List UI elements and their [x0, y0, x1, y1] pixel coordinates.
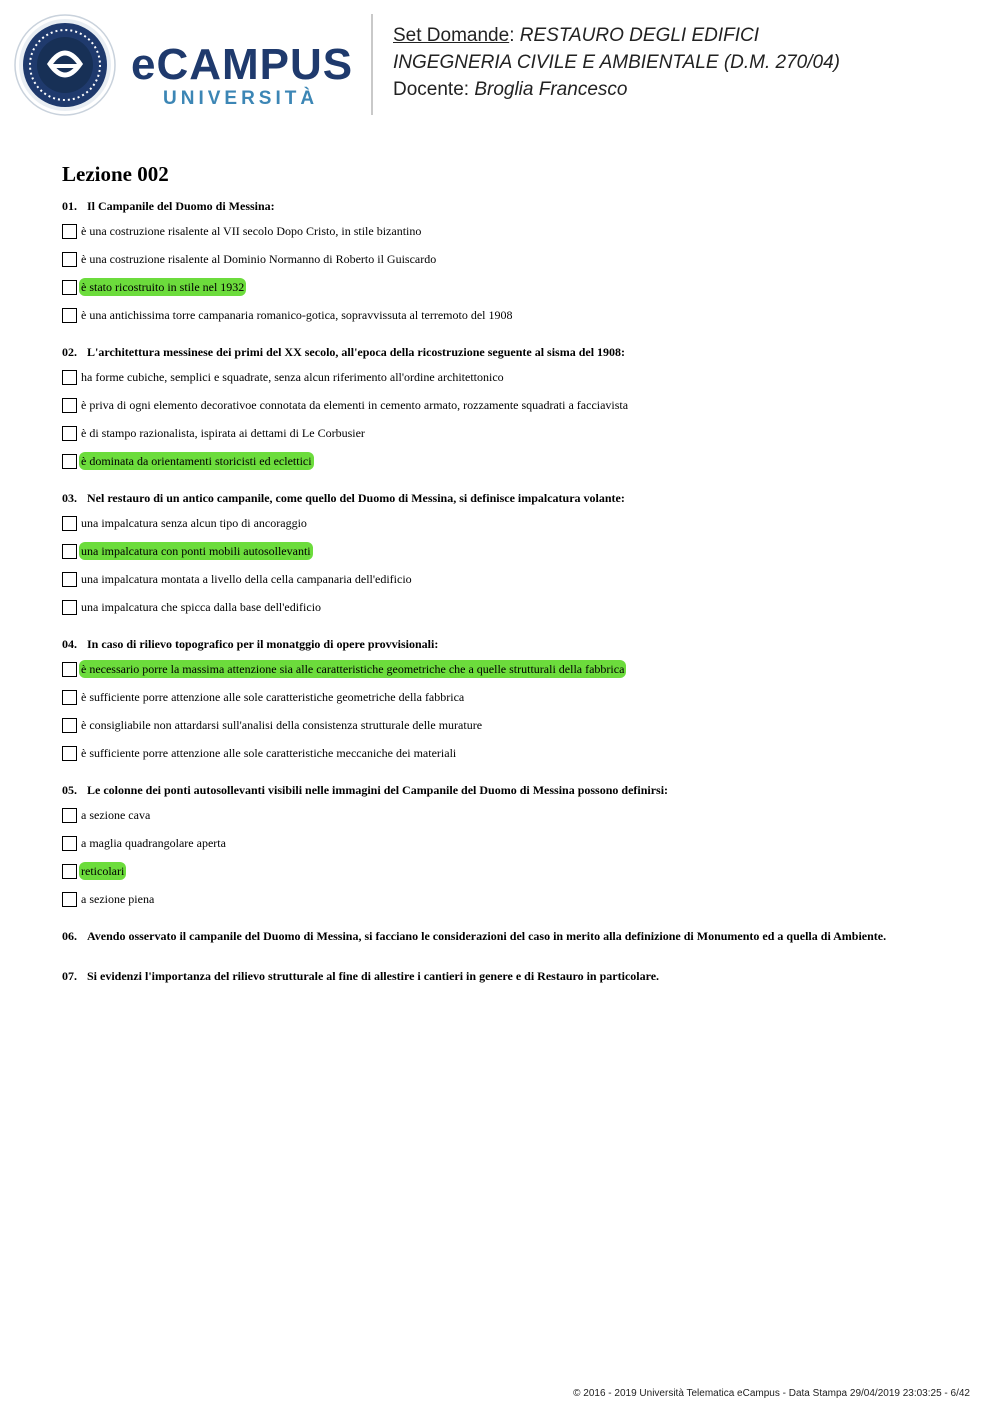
answer-checkbox[interactable] — [62, 308, 77, 323]
question-01 — [62, 196, 962, 216]
answer-checkbox[interactable] — [62, 808, 77, 823]
answer-text: è sufficiente porre attenzione alle sole caratteristiche meccaniche dei materiali — [81, 746, 457, 760]
answer-checkbox[interactable] — [62, 864, 77, 879]
answer-text-correct: una impalcatura con ponti mobili autosollevanti — [81, 544, 311, 558]
answer-checkbox[interactable] — [62, 690, 77, 705]
question-list — [62, 196, 962, 1006]
answer-option[interactable] — [62, 829, 962, 857]
answer-checkbox[interactable] — [62, 280, 77, 295]
header-divider — [371, 14, 373, 115]
answer-checkbox[interactable] — [62, 426, 77, 441]
answer-text-correct: reticolari — [81, 864, 125, 878]
course-line1: RESTAURO DEGLI EDIFICI — [519, 25, 760, 46]
question-number: 04. — [62, 637, 77, 651]
answer-checkbox[interactable] — [62, 252, 77, 267]
answer-option[interactable] — [62, 509, 962, 537]
question-text: Avendo osservato il campanile del Duomo di Messina, si facciano le considerazioni del caso in merito alla definizione di Monumento ed a quella di Ambiente. — [87, 929, 887, 943]
answer-option[interactable] — [62, 419, 962, 447]
question-number: 02. — [62, 345, 77, 359]
answer-checkbox[interactable] — [62, 662, 77, 677]
answer-option[interactable] — [62, 537, 962, 565]
answer-text: è una costruzione risalente al VII secolo Dopo Cristo, in stile bizantino — [81, 224, 422, 238]
answer-text: è consigliabile non attardarsi sull'analisi della consistenza strutturale delle murature — [81, 718, 483, 732]
question-02 — [62, 342, 962, 362]
question-number: 03. — [62, 491, 77, 505]
ecampus-seal-logo — [14, 14, 116, 116]
answer-checkbox[interactable] — [62, 398, 77, 413]
course-info: Set Domande: RESTAURO DEGLI EDIFICI INGEGNERIA CIVILE E AMBIENTALE (D.M. 270/04) Docente: Broglia Francesco — [393, 25, 840, 100]
answer-option[interactable] — [62, 885, 962, 913]
answer-option[interactable] — [62, 711, 962, 739]
teacher-name: Broglia Francesco — [474, 79, 628, 100]
question-03 — [62, 488, 962, 508]
answer-option[interactable] — [62, 447, 962, 475]
answer-text-correct: è stato ricostruito in stile nel 1932 — [81, 280, 245, 294]
answer-option[interactable] — [62, 739, 962, 767]
question-text: Le colonne dei ponti autosollevanti visibili nelle immagini del Campanile del Duomo di Messina possono definirsi: — [87, 783, 669, 797]
answer-option[interactable] — [62, 301, 962, 329]
question-text: Si evidenzi l'importanza del rilievo strutturale al fine di allestire i cantieri in genere e di Restauro in particolare. — [87, 969, 660, 983]
question-05 — [62, 780, 962, 800]
question-text: In caso di rilievo topografico per il monatggio di opere provvisionali: — [87, 637, 439, 651]
lesson-title: Lezione 002 — [62, 162, 169, 186]
answer-checkbox[interactable] — [62, 516, 77, 531]
answer-text: a sezione cava — [81, 808, 151, 822]
answer-option[interactable] — [62, 363, 962, 391]
answer-checkbox[interactable] — [62, 892, 77, 907]
course-line2: INGEGNERIA CIVILE E AMBIENTALE (D.M. 270/04) — [393, 52, 840, 73]
answer-text: è di stampo razionalista, ispirata ai dettami di Le Corbusier — [81, 426, 365, 440]
question-number: 06. — [62, 929, 77, 943]
answer-checkbox[interactable] — [62, 572, 77, 587]
teacher-label: Docente: — [393, 79, 470, 100]
page-header — [0, 0, 1000, 130]
answer-text-correct: è necessario porre la massima attenzione sia alle caratteristiche geometriche che a quelle strutturali della fabbrica — [81, 662, 625, 676]
answer-text: è una antichissima torre campanaria romanico-gotica, sopravvissuta al terremoto del 1908 — [81, 308, 513, 322]
set-label: Set Domande — [393, 25, 510, 46]
answer-option[interactable] — [62, 245, 962, 273]
question-text: Il Campanile del Duomo di Messina: — [87, 199, 275, 213]
answer-option[interactable] — [62, 655, 962, 683]
question-number: 05. — [62, 783, 77, 797]
answer-option[interactable] — [62, 683, 962, 711]
question-07 — [62, 966, 962, 986]
question-number: 01. — [62, 199, 77, 213]
question-number: 07. — [62, 969, 77, 983]
answer-text-correct: è dominata da orientamenti storicisti ed eclettici — [81, 454, 312, 468]
answer-checkbox[interactable] — [62, 836, 77, 851]
answer-checkbox[interactable] — [62, 370, 77, 385]
question-text: L'architettura messinese dei primi del XX secolo, all'epoca della ricostruzione seguente al sisma del 1908: — [87, 345, 626, 359]
question-06 — [62, 926, 962, 946]
answer-text: a sezione piena — [81, 892, 155, 906]
answer-text: una impalcatura senza alcun tipo di ancoraggio — [81, 516, 307, 530]
answer-text: ha forme cubiche, semplici e squadrate, senza alcun riferimento all'ordine architettonico — [81, 370, 504, 384]
answer-text: è una costruzione risalente al Dominio Normanno di Roberto il Guiscardo — [81, 252, 437, 266]
answer-checkbox[interactable] — [62, 544, 77, 559]
answer-text: una impalcatura montata a livello della cella campanaria dell'edificio — [81, 572, 412, 586]
answer-text: è priva di ogni elemento decorativoe connotata da elementi in cemento armato, rozzamente squadrati a facciavista — [81, 398, 629, 412]
question-text: Nel restauro di un antico campanile, come quello del Duomo di Messina, si definisce impalcatura volante: — [87, 491, 625, 505]
logo-wordmark: eCAMPUS — [131, 40, 354, 89]
answer-option[interactable] — [62, 593, 962, 621]
logo-subtitle: UNIVERSITÀ — [163, 88, 319, 109]
answer-checkbox[interactable] — [62, 746, 77, 761]
answer-option[interactable] — [62, 565, 962, 593]
question-04 — [62, 634, 962, 654]
answer-text: a maglia quadrangolare aperta — [81, 836, 226, 850]
answer-checkbox[interactable] — [62, 718, 77, 733]
answer-option[interactable] — [62, 801, 962, 829]
answer-checkbox[interactable] — [62, 454, 77, 469]
answer-text: una impalcatura che spicca dalla base dell'edificio — [81, 600, 322, 614]
answer-option[interactable] — [62, 273, 962, 301]
answer-checkbox[interactable] — [62, 600, 77, 615]
page-footer: © 2016 - 2019 Università Telematica eCampus - Data Stampa 29/04/2019 23:03:25 - 6/42 — [573, 1388, 970, 1399]
answer-text: è sufficiente porre attenzione alle sole caratteristiche geometriche della fabbrica — [81, 690, 465, 704]
answer-option[interactable] — [62, 217, 962, 245]
answer-option[interactable] — [62, 857, 962, 885]
answer-option[interactable] — [62, 391, 962, 419]
answer-checkbox[interactable] — [62, 224, 77, 239]
